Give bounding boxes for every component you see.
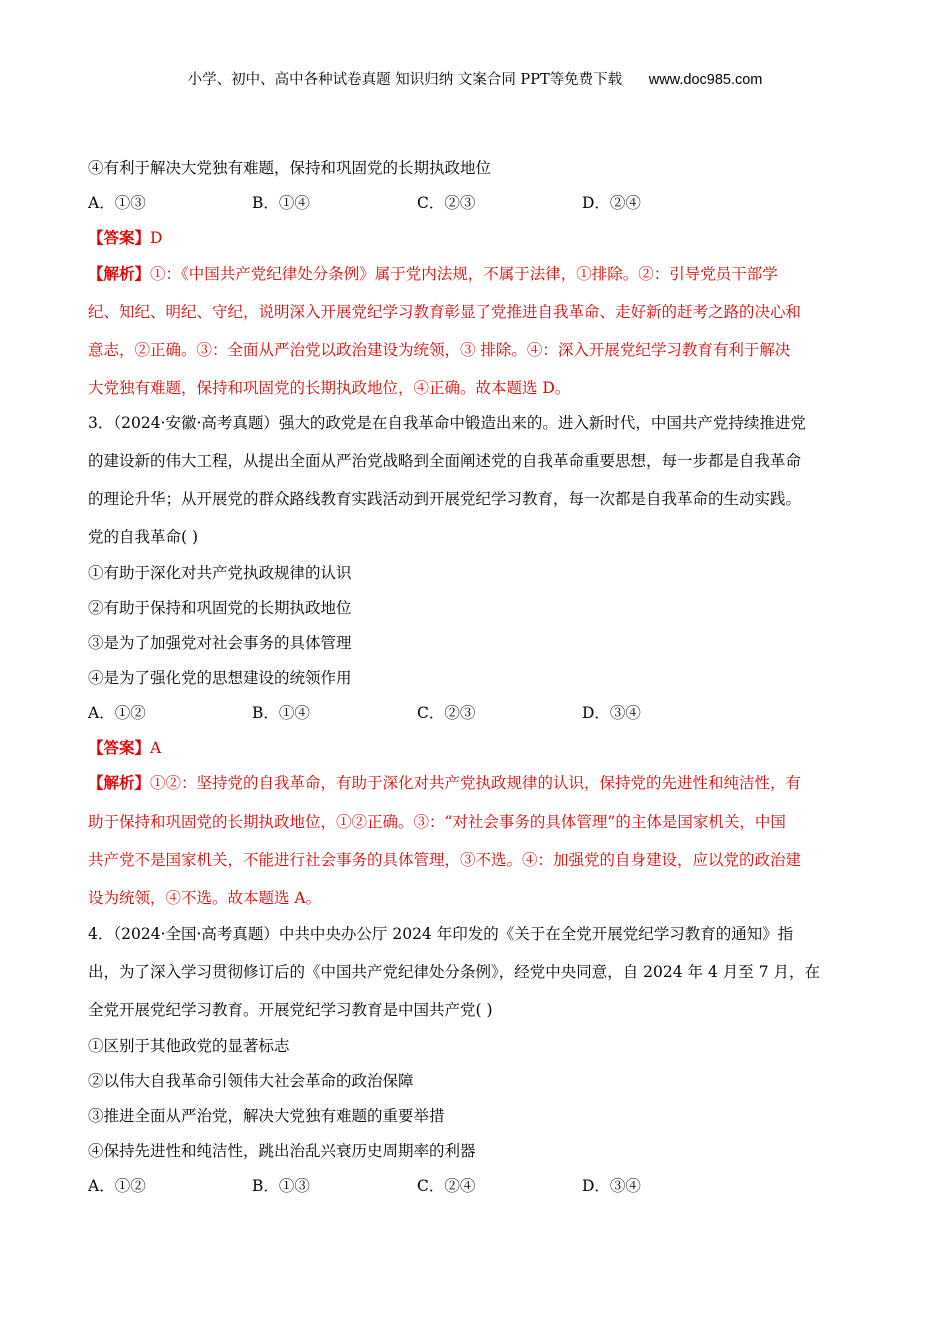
q4-item-3: ③推进全面从严治党，解决大党独有难题的重要举措 [88, 1107, 445, 1125]
analysis-tag: 【解析】 [88, 264, 151, 283]
q4-option-d: D．③④ [582, 1177, 641, 1195]
answer-value: A [150, 739, 162, 757]
q4-item-4: ④保持先进性和纯洁性，跳出治乱兴衰历史周期率的利器 [88, 1142, 476, 1160]
q3-item-4: ④是为了强化党的思想建设的统领作用 [88, 669, 352, 687]
q2-analysis-line-3: 意志，②正确。③：全面从严治党以政治建设为统领，③ 排除。④：深入开展党纪学习教育有利于解决 [88, 341, 791, 359]
q3-item-2: ②有助于保持和巩固党的长期执政地位 [88, 599, 352, 617]
q4-stem-line-3: 全党开展党纪学习教育。开展党纪学习教育是中国共产党( ) [88, 1001, 493, 1019]
q3-option-b: B．①④ [252, 704, 310, 722]
answer-value: D [150, 229, 163, 247]
header-text: 小学、初中、高中各种试卷真题 知识归纳 文案合同 PPT等免费下载 [187, 72, 623, 88]
q3-stem-line-2: 的建设新的伟大工程，从提出全面从严治党战略到全面阐述党的自我革命重要思想，每一步都是自我革命 [88, 452, 802, 470]
answer-tag: 【答案】 [88, 738, 151, 757]
q2-option-c: C．②③ [417, 194, 476, 212]
q2-analysis-line-4: 大党独有难题，保持和巩固党的长期执政地位，④正确。故本题选 D。 [88, 379, 571, 397]
q3-analysis-line-4: 设为统领，④不选。故本题选 A。 [88, 889, 322, 907]
q4-option-b: B．①③ [252, 1177, 310, 1195]
page-header [0, 68, 950, 89]
header-url[interactable]: www.doc985.com [648, 72, 763, 88]
q3-option-d: D．③④ [582, 704, 641, 722]
q3-item-1: ①有助于深化对共产党执政规律的认识 [88, 564, 352, 582]
q4-stem-line-2: 出，为了深入学习贯彻修订后的《中国共产党纪律处分条例》，经党中央同意，自 2024 年 4 月至 7 月，在 [88, 963, 820, 981]
q3-analysis-line-3: 共产党不是国家机关，不能进行社会事务的具体管理，③不选。④：加强党的自身建设，应以党的政治建 [88, 851, 802, 869]
q2-analysis-line-2: 纪、知纪、明纪、守纪，说明深入开展党纪学习教育彰显了党推进自我革命、走好新的赶考之路的决心和 [88, 303, 802, 321]
answer-tag: 【答案】 [88, 228, 151, 247]
q4-option-c: C．②④ [417, 1177, 476, 1195]
analysis-text: ①②：坚持党的自我革命，有助于深化对共产党执政规律的认识，保持党的先进性和纯洁性，有 [150, 774, 802, 792]
q3-stem-line-4: 党的自我革命( ) [88, 528, 199, 546]
q2-item-4: ④有利于解决大党独有难题，保持和巩固党的长期执政地位 [88, 159, 492, 177]
q2-answer [88, 228, 162, 248]
q3-option-c: C．②③ [417, 704, 476, 722]
q2-analysis-line-1 [88, 264, 778, 284]
q3-item-3: ③是为了加强党对社会事务的具体管理 [88, 634, 352, 652]
analysis-tag: 【解析】 [88, 773, 151, 792]
q4-item-1: ①区别于其他政党的显著标志 [88, 1037, 290, 1055]
q3-answer [88, 738, 161, 758]
analysis-text: ①：《中国共产党纪律处分条例》属于党内法规，不属于法律，①排除。②：引导党员干部学 [150, 265, 778, 283]
q3-analysis-line-2: 助于保持和巩固党的长期执政地位，①②正确。③：“对社会事务的具体管理”的主体是国家机关，中国 [88, 813, 786, 831]
q2-option-d: D．②④ [582, 194, 641, 212]
q4-option-a: A．①② [88, 1177, 146, 1195]
q4-item-2: ②以伟大自我革命引领伟大社会革命的政治保障 [88, 1072, 414, 1090]
q2-option-a: A．①③ [88, 194, 146, 212]
q3-analysis-line-1 [88, 773, 801, 793]
q2-option-b: B．①④ [252, 194, 310, 212]
q3-stem-line-1: 3．（2024·安徽·高考真题）强大的政党是在自我革命中锻造出来的。进入新时代，中国共产党持续推进党 [88, 414, 806, 432]
q3-stem-line-3: 的理论升华；从开展党的群众路线教育实践活动到开展党纪学习教育，每一次都是自我革命的生动实践。 [88, 490, 802, 508]
q3-option-a: A．①② [88, 704, 146, 722]
q4-stem-line-1: 4．（2024·全国·高考真题）中共中央办公厅 2024 年印发的《关于在全党开展党纪学习教育的通知》指 [88, 925, 794, 943]
